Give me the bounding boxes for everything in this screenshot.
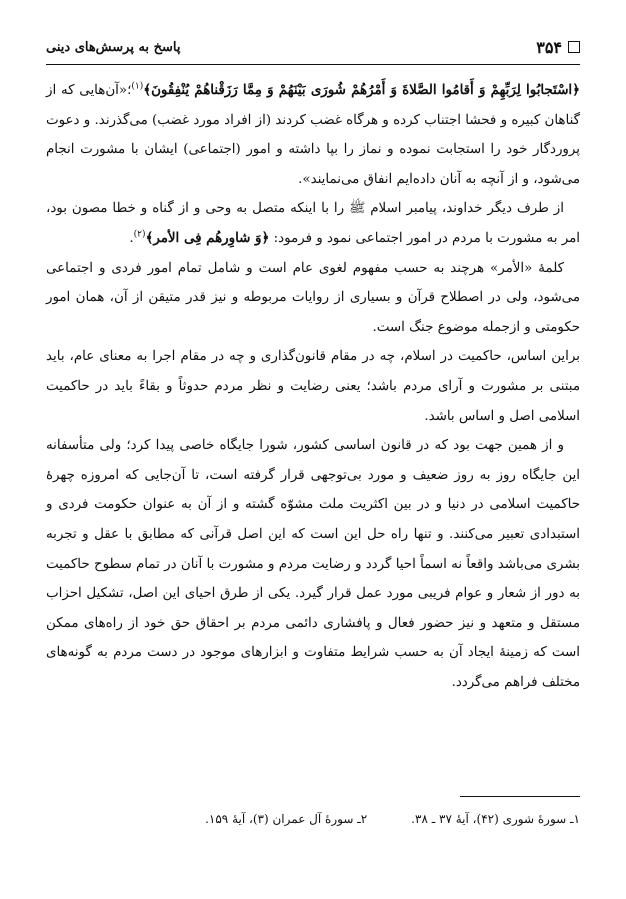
- paragraph-5: و از همین جهت بود که در قانون اساسی کشور، شورا جایگاه خاصی پیدا کرد؛ ولی متأسفانه این جایگاه روز به روز ضعیف و مورد بی‌توجهی قرار گرفته است، تا آن‌جایی که امروزه چهرهٔ حاکمیت اسلامی در دنیا و در بین اکثریت ملت مشوّه گشته و از آن به عنوان حکومت فردی و استبدادی تعبیر می‌کنند. و تنها راه حل این است که این اصل قرآنی که مطابق با عقل و تجربه بشری می‌باشد واقعاً نه اسماً احیا گردد و رضایت مردم و مشورت با آنان در تمام سطوح حاکمیت به دور از شعار و عوام فریبی مورد عمل قرار گیرد. یکی از طرق احیای این اصل، تشکیل احزاب مستقل و متعهد و نیز حضور فعال و پافشاری دائمی مردم بر احقاق حق خود از راه‌های ممکن است که زمینهٔ ایجاد آن به حسب شرایط متفاوت و ابزارهای موجود در دست مردم به گونه‌های مختلف فراهم می‌گردد.: [46, 438, 580, 690]
- quran-verse-2: ﴿وَ شاوِرهُم فِی الأمر﴾: [145, 229, 270, 246]
- quran-verse-1: اسْتَجابُوا لِرَبِّهِمْ وَ أَقامُوا الصَّلاةَ وَ أَمْرُهُمْ شُورَى بَيْنَهُمْ وَ مِمَّا رَزَقْناهُمْ يُنْفِقُونَ: [151, 82, 573, 98]
- page-header: [46, 34, 580, 60]
- footnote-mark-2: (۲): [133, 229, 146, 240]
- paragraph-4: براین اساس، حاکمیت در اسلام، چه در مقام قانون‌گذاری و چه در مقام اجرا به معنای عام، باید مبتنی بر مشورت و آرای مردم باشد؛ یعنی رضایت و نظر مردم حدوثاً و بقاءً باید در حاکمیت اسلامی اصل و اساس باشد.: [46, 349, 580, 424]
- page-number: ۳۵۴: [536, 37, 562, 57]
- paragraph-2-text: از طرف دیگر خداوند، پیامبر اسلام ﷺ را با اینکه متصل به وحی و از گناه و خطا مصون بود، امر به مشورت با مردم در امور اجتماعی نمود و فرمود:: [46, 201, 580, 246]
- quran-quote-close: ﴾: [143, 82, 152, 98]
- footnote-2: ۲ـ سورهٔ آل عمران (۳)، آیهٔ ۱۵۹.: [205, 812, 368, 826]
- paragraph-2: [46, 194, 580, 253]
- paragraph-1: [46, 76, 580, 194]
- footnote-divider: [460, 796, 580, 797]
- paragraph-2-end: .: [129, 230, 134, 246]
- page-number-group: [536, 38, 580, 57]
- paragraph-3: کلمهٔ «الأمر» هرچند به حسب مفهوم لغوی عام است و شامل تمام امور فردی و اجتماعی می‌شود، ولی در اصطلاح قرآن و بسیاری از روایات مربوطه و نیز قدر متیقن از آن، همان امور حکومتی و ازجمله موضوع جنگ است.: [46, 260, 580, 335]
- body-text: [46, 76, 580, 697]
- header-divider: [46, 64, 580, 65]
- quran-quote-open: ﴿: [572, 82, 580, 98]
- running-title: پاسخ به پرسش‌های دینی: [46, 39, 181, 55]
- footnotes: [46, 812, 580, 826]
- paragraph-1-text: ؛«آن‌هایی که از گناهان کبیره و فحشا اجتناب کرده و هرگاه غضب کردند (از افراد مورد غضب) می‌گذرند. و دعوت پروردگار خود را استجابت نموده و نماز را بپا داشته و امور (اجتماعی) ایشان با مشورت انجام می‌شود، و از آنچه به آنان داده‌ایم انفاق می‌نمایند».: [46, 83, 580, 187]
- footnote-mark-1: (۱): [131, 81, 144, 92]
- square-icon: [568, 41, 580, 53]
- footnote-1: ۱ـ سورهٔ شوری (۴۲)، آیهٔ ۳۷ ـ ۳۸.: [411, 812, 580, 826]
